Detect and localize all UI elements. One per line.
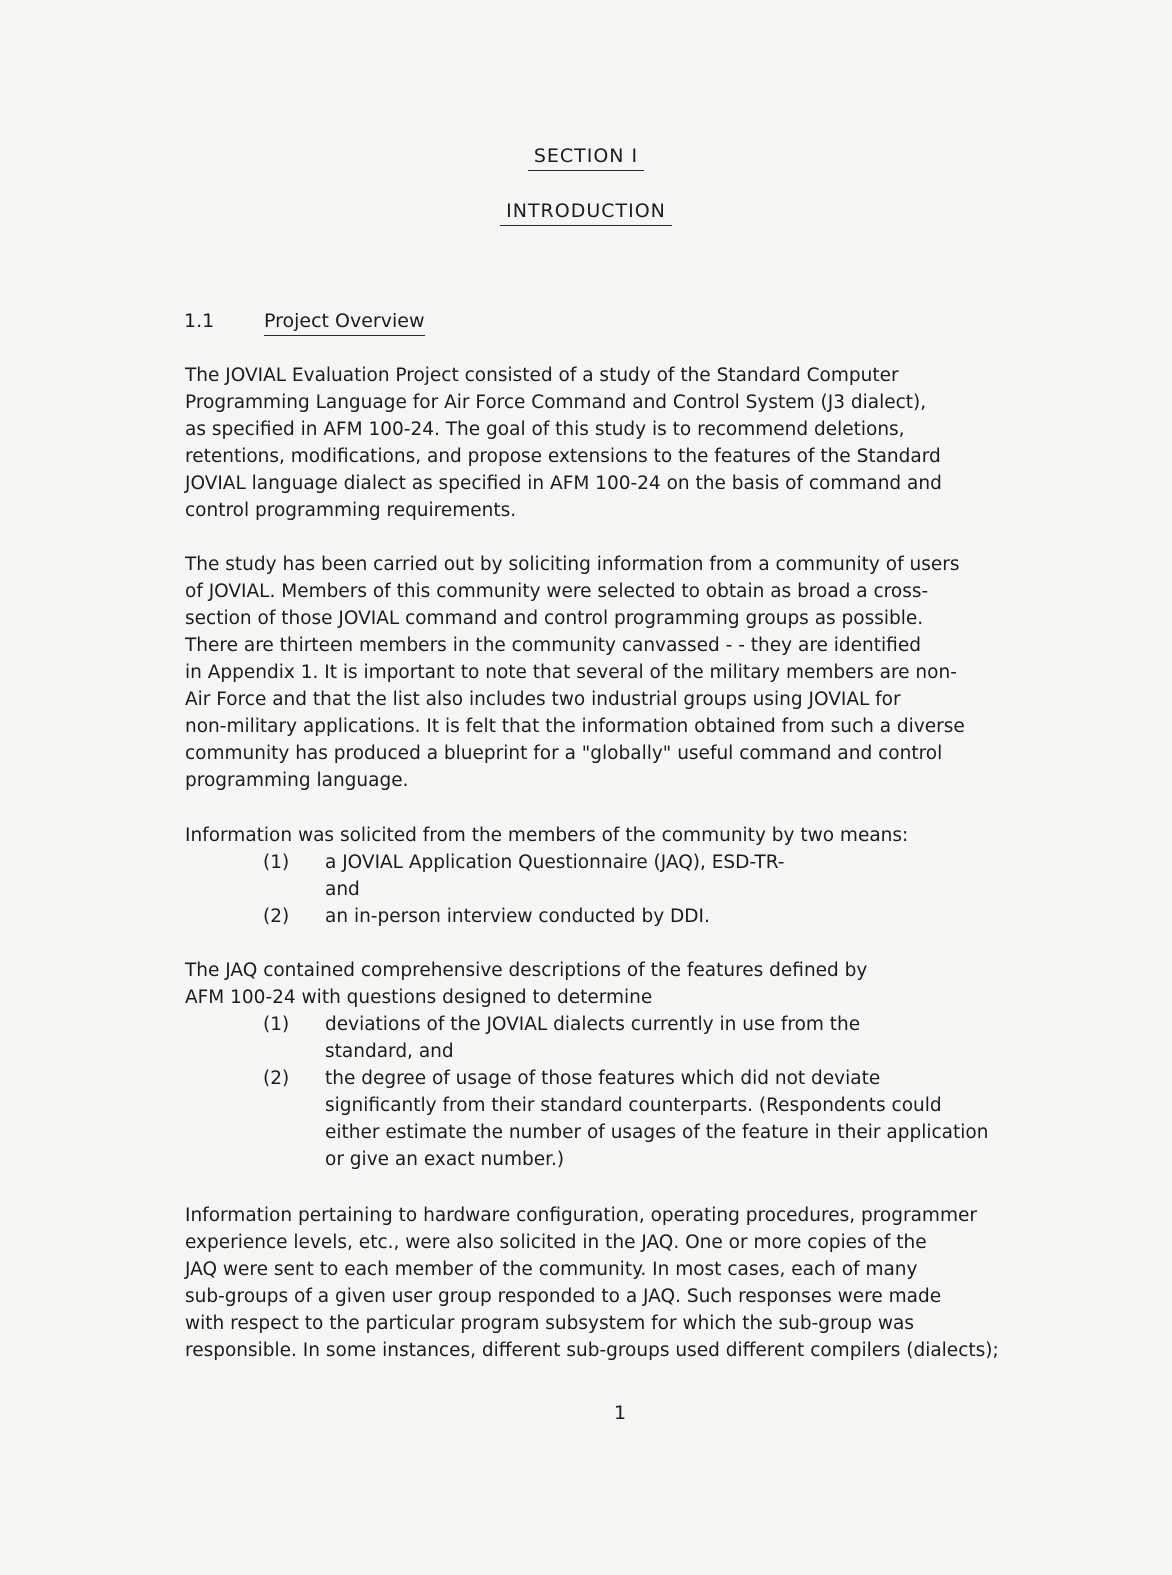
paragraph-line: JOVIAL language dialect as specified in AFM 100-24 on the basis of command and xyxy=(185,473,942,494)
list-item-text: significantly from their standard counterparts. (Respondents could xyxy=(325,1095,942,1116)
paragraph-line: Air Force and that the list also includes two industrial groups using JOVIAL for xyxy=(185,689,901,710)
section-label xyxy=(0,145,1172,171)
paragraph-line: The JOVIAL Evaluation Project consisted of a study of the Standard Computer xyxy=(185,365,899,386)
list-item-text: standard, and xyxy=(325,1041,454,1062)
page-number: 1 xyxy=(613,1402,627,1424)
paragraph-line: JAQ were sent to each member of the community. In most cases, each of many xyxy=(185,1259,918,1280)
paragraph-line: section of those JOVIAL command and control programming groups as possible. xyxy=(185,608,924,629)
paragraph-line: Information pertaining to hardware configuration, operating procedures, programmer xyxy=(185,1205,977,1226)
paragraph-line: The JAQ contained comprehensive descriptions of the features defined by xyxy=(185,960,868,981)
paragraph-line: retentions, modifications, and propose extensions to the features of the Standard xyxy=(185,446,941,467)
paragraph-line: Information was solicited from the members of the community by two means: xyxy=(185,825,909,846)
paragraph-hardware-info xyxy=(185,1202,1075,1364)
paragraph-study-method xyxy=(185,551,1075,794)
subsection-heading xyxy=(184,310,425,332)
list-marker: (1) xyxy=(263,1014,290,1035)
paragraph-jaq-contents xyxy=(185,957,1075,1011)
list-item-text: an in-person interview conducted by DDI. xyxy=(325,906,710,927)
list-item-text: the degree of usage of those features which did not deviate xyxy=(325,1068,881,1089)
list-item xyxy=(263,903,784,930)
paragraph-line: with respect to the particular program subsystem for which the sub-group was xyxy=(185,1313,914,1334)
means-list xyxy=(263,849,784,930)
list-marker: (2) xyxy=(263,906,290,927)
list-marker: (2) xyxy=(263,1068,290,1089)
section-title-text: INTRODUCTION xyxy=(500,200,672,226)
paragraph-line: community has produced a blueprint for a "globally" useful command and control xyxy=(185,743,943,764)
paragraph-line: AFM 100-24 with questions designed to determine xyxy=(185,987,653,1008)
section-title xyxy=(0,200,1172,226)
paragraph-line: as specified in AFM 100-24. The goal of this study is to recommend deletions, xyxy=(185,419,905,440)
paragraph-line: of JOVIAL. Members of this community were selected to obtain as broad a cross- xyxy=(185,581,929,602)
list-item-text: or give an exact number.) xyxy=(325,1149,565,1170)
subsection-number: 1.1 xyxy=(184,310,215,332)
paragraph-line: The study has been carried out by soliciting information from a community of users xyxy=(185,554,960,575)
list-item-text: a JOVIAL Application Questionnaire (JAQ), ESD-TR- xyxy=(325,852,785,873)
list-item xyxy=(263,1065,988,1173)
paragraph-solicitation-means xyxy=(185,822,1075,849)
list-marker: (1) xyxy=(263,852,290,873)
section-label-text: SECTION I xyxy=(528,145,644,171)
paragraph-line: Programming Language for Air Force Command and Control System (J3 dialect), xyxy=(185,392,927,413)
list-item-text: and xyxy=(325,879,360,900)
subsection-title: Project Overview xyxy=(264,310,425,336)
paragraph-line: in Appendix 1. It is important to note that several of the military members are non- xyxy=(185,662,957,683)
paragraph-line: programming language. xyxy=(185,770,409,791)
paragraph-project-overview xyxy=(185,362,1075,524)
paragraph-line: responsible. In some instances, different sub-groups used different compilers (dialects); xyxy=(185,1340,999,1361)
determine-list xyxy=(263,1011,988,1173)
list-item xyxy=(263,849,784,903)
paragraph-line: experience levels, etc., were also solicited in the JAQ. One or more copies of the xyxy=(185,1232,927,1253)
list-item-text: deviations of the JOVIAL dialects currently in use from the xyxy=(325,1014,861,1035)
list-item xyxy=(263,1011,988,1065)
paragraph-line: There are thirteen members in the community canvassed - - they are identified xyxy=(185,635,921,656)
list-item-text: either estimate the number of usages of the feature in their application xyxy=(325,1122,989,1143)
paragraph-line: non-military applications. It is felt that the information obtained from such a diverse xyxy=(185,716,965,737)
paragraph-line: sub-groups of a given user group responded to a JAQ. Such responses were made xyxy=(185,1286,942,1307)
paragraph-line: control programming requirements. xyxy=(185,500,517,521)
